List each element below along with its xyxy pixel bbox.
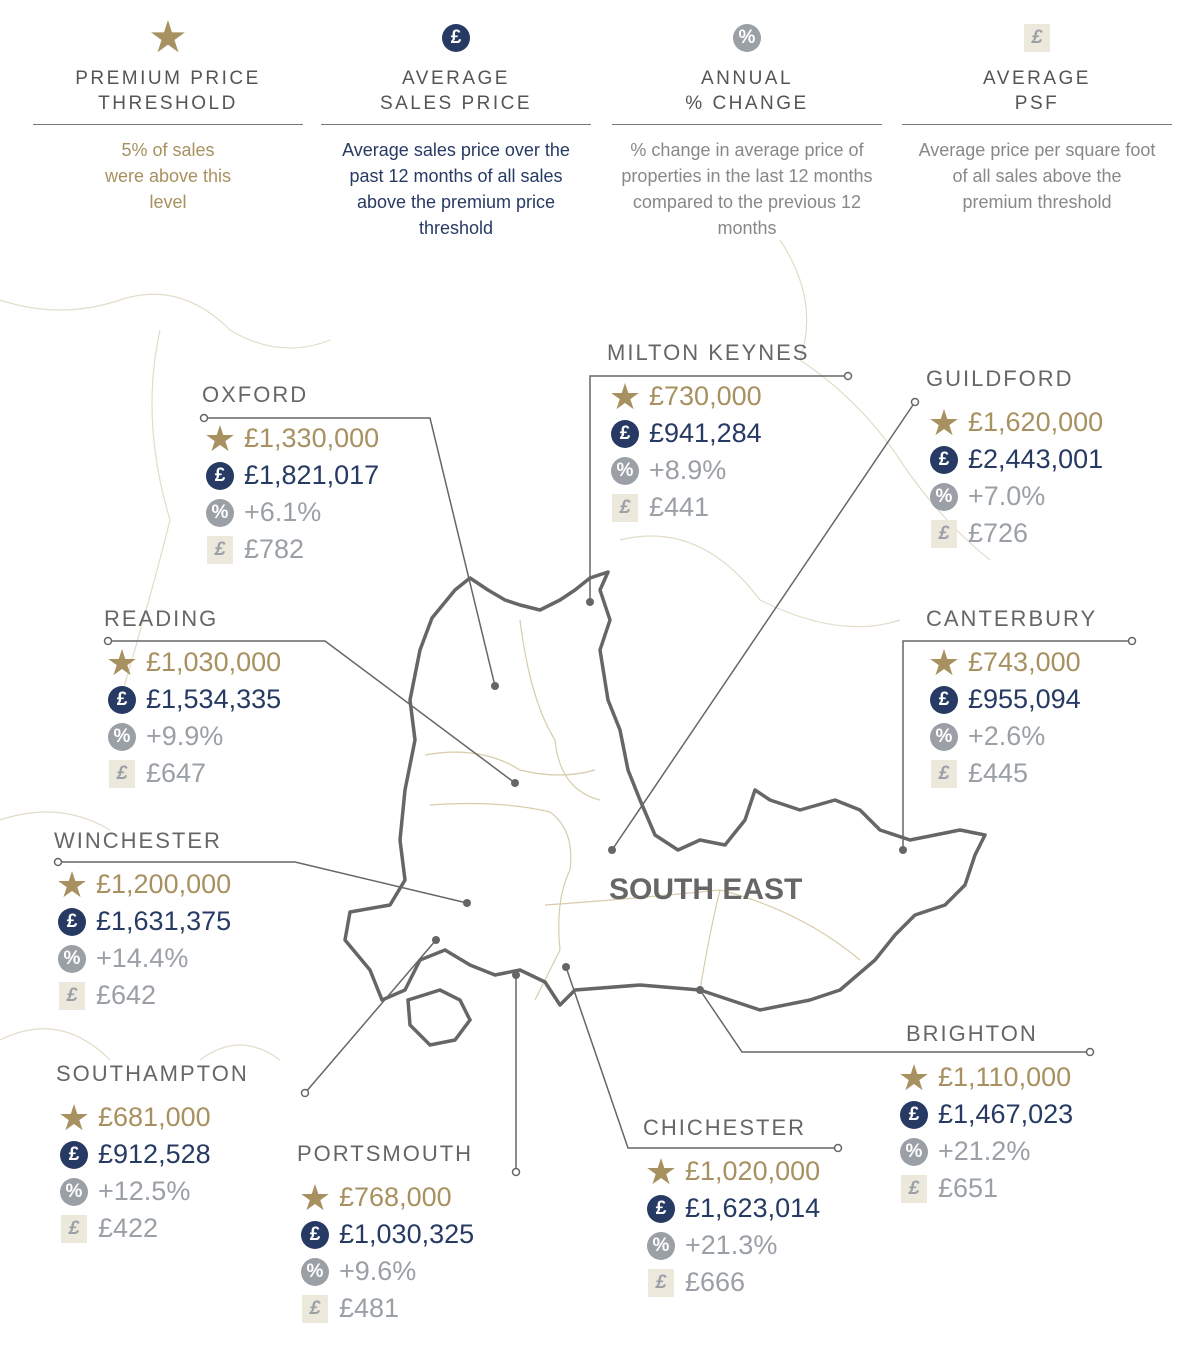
legend-title: THRESHOLD [98, 93, 238, 114]
average-sales-price: £2,443,001 [968, 444, 1104, 474]
annual-change: +7.0% [968, 481, 1046, 511]
premium-threshold: £1,020,000 [685, 1156, 821, 1186]
percent-circle-icon: % [930, 483, 958, 511]
legend-desc: % change in average price of properties in the last 12 months compared to the previous 12 months [621, 140, 873, 238]
percent-circle-icon: % [930, 723, 958, 751]
star-icon: ★ [927, 401, 961, 443]
average-psf: £647 [146, 758, 207, 788]
city-name: PORTSMOUTH [297, 1141, 474, 1166]
premium-threshold: £1,110,000 [938, 1062, 1072, 1092]
pound-circle-icon: £ [930, 686, 958, 714]
legend-desc: Average sales price over the past 12 months of all sales above the premium price threshold [342, 140, 570, 238]
annual-change: +9.6% [339, 1256, 417, 1286]
average-sales-price: £1,467,023 [938, 1099, 1074, 1129]
average-sales-price: £941,284 [649, 418, 762, 448]
city-oxford [202, 382, 379, 568]
city-name: BRIGHTON [906, 1021, 1038, 1046]
pound-square-icon: £ [302, 1295, 328, 1323]
percent-circle-icon: % [206, 499, 234, 527]
city-name: CHICHESTER [643, 1115, 807, 1140]
average-sales-price: £955,094 [968, 684, 1081, 714]
city-name: MILTON KEYNES [607, 340, 810, 365]
percent-circle-icon: % [58, 945, 86, 973]
region-label: SOUTH EAST [609, 873, 803, 906]
pound-square-icon: £ [59, 982, 85, 1010]
legend-title: AVERAGE [402, 68, 510, 89]
pound-square-icon: £ [612, 494, 638, 522]
city-name: CANTERBURY [926, 606, 1098, 631]
pound-square-icon: £ [109, 760, 135, 788]
premium-threshold: £743,000 [968, 647, 1081, 677]
city-markers [432, 598, 907, 994]
average-psf: £666 [685, 1267, 746, 1297]
premium-threshold: £681,000 [98, 1102, 211, 1132]
star-icon: ★ [608, 375, 642, 417]
pound-circle-icon: £ [108, 686, 136, 714]
average-psf: £445 [968, 758, 1029, 788]
legend-title: SALES PRICE [379, 93, 533, 114]
city-brighton [897, 1021, 1074, 1207]
premium-threshold: £1,200,000 [96, 869, 232, 899]
annual-change: +14.4% [96, 943, 189, 973]
pound-square-icon: £ [648, 1269, 674, 1297]
percent-circle-icon: % [60, 1178, 88, 1206]
city-name: READING [104, 606, 219, 631]
city-name: OXFORD [202, 382, 309, 407]
legend-title: ANNUAL [700, 68, 794, 89]
isle-of-wight [408, 990, 470, 1045]
pound-circle-icon: £ [900, 1101, 928, 1129]
average-sales-price: £1,623,014 [685, 1193, 821, 1223]
average-sales-price: £1,821,017 [244, 460, 380, 490]
star-icon: ★ [55, 863, 89, 905]
annual-change: +21.2% [938, 1136, 1031, 1166]
premium-threshold: £1,620,000 [968, 407, 1104, 437]
legend-title: AVERAGE [983, 68, 1091, 89]
average-psf: £726 [968, 518, 1029, 548]
average-sales-price: £1,534,335 [146, 684, 282, 714]
pound-circle-icon: £ [206, 462, 234, 490]
pound-square-icon: £ [61, 1215, 87, 1243]
average-sales-price: £1,030,325 [339, 1219, 475, 1249]
legend-title: % CHANGE [685, 93, 809, 114]
star-icon: ★ [897, 1056, 931, 1098]
city-name: GUILDFORD [926, 366, 1074, 391]
pound-circle-icon: £ [930, 446, 958, 474]
annual-change: +8.9% [649, 455, 727, 485]
legend-desc: Average price per square foot of all sales above the premium threshold [918, 140, 1156, 212]
star-icon: ★ [298, 1176, 332, 1218]
city-milton-keynes [607, 340, 809, 526]
pound-circle-icon: £ [611, 420, 639, 448]
pound-circle-icon: £ [58, 908, 86, 936]
pound-square-icon: £ [931, 520, 957, 548]
pound-square-icon: £ [901, 1175, 927, 1203]
percent-circle-icon: % [733, 24, 761, 52]
south-east-outline [345, 572, 985, 1010]
legend-desc: 5% of sales were above this level [104, 140, 232, 212]
city-southampton [56, 1061, 249, 1247]
pound-circle-icon: £ [442, 24, 470, 52]
average-sales-price: £912,528 [98, 1139, 211, 1169]
star-icon: ★ [644, 1150, 678, 1192]
percent-circle-icon: % [647, 1232, 675, 1260]
pound-square-icon: £ [1024, 24, 1050, 52]
city-guildford [926, 366, 1103, 552]
city-name: SOUTHAMPTON [56, 1061, 249, 1086]
percent-circle-icon: % [900, 1138, 928, 1166]
pound-circle-icon: £ [647, 1195, 675, 1223]
star-icon: ★ [203, 417, 237, 459]
premium-threshold: £1,330,000 [244, 423, 380, 453]
city-winchester [54, 828, 231, 1014]
star-icon: ★ [927, 641, 961, 683]
star-icon: ★ [57, 1096, 91, 1138]
average-psf: £441 [649, 492, 710, 522]
average-psf: £782 [244, 534, 305, 564]
pound-circle-icon: £ [301, 1221, 329, 1249]
city-portsmouth [297, 1141, 474, 1327]
legend-title: PREMIUM PRICE [75, 68, 261, 89]
legend-title: PSF [1014, 93, 1060, 114]
average-psf: £422 [98, 1213, 159, 1243]
star-icon: ★ [105, 641, 139, 683]
average-psf: £481 [339, 1293, 400, 1323]
percent-circle-icon: % [108, 723, 136, 751]
annual-change: +9.9% [146, 721, 224, 751]
premium-threshold: £730,000 [649, 381, 762, 411]
pound-circle-icon: £ [60, 1141, 88, 1169]
average-psf: £651 [938, 1173, 999, 1203]
percent-circle-icon: % [301, 1258, 329, 1286]
premium-threshold: £768,000 [339, 1182, 452, 1212]
star-icon: ★ [148, 13, 188, 62]
premium-threshold: £1,030,000 [146, 647, 282, 677]
average-sales-price: £1,631,375 [96, 906, 232, 936]
city-canterbury [926, 606, 1097, 792]
annual-change: +6.1% [244, 497, 322, 527]
percent-circle-icon: % [611, 457, 639, 485]
annual-change: +21.3% [685, 1230, 778, 1260]
pound-square-icon: £ [207, 536, 233, 564]
annual-change: +12.5% [98, 1176, 191, 1206]
average-psf: £642 [96, 980, 157, 1010]
city-chichester [643, 1115, 820, 1301]
pound-square-icon: £ [931, 760, 957, 788]
annual-change: +2.6% [968, 721, 1046, 751]
city-reading [104, 606, 281, 792]
city-name: WINCHESTER [54, 828, 222, 853]
